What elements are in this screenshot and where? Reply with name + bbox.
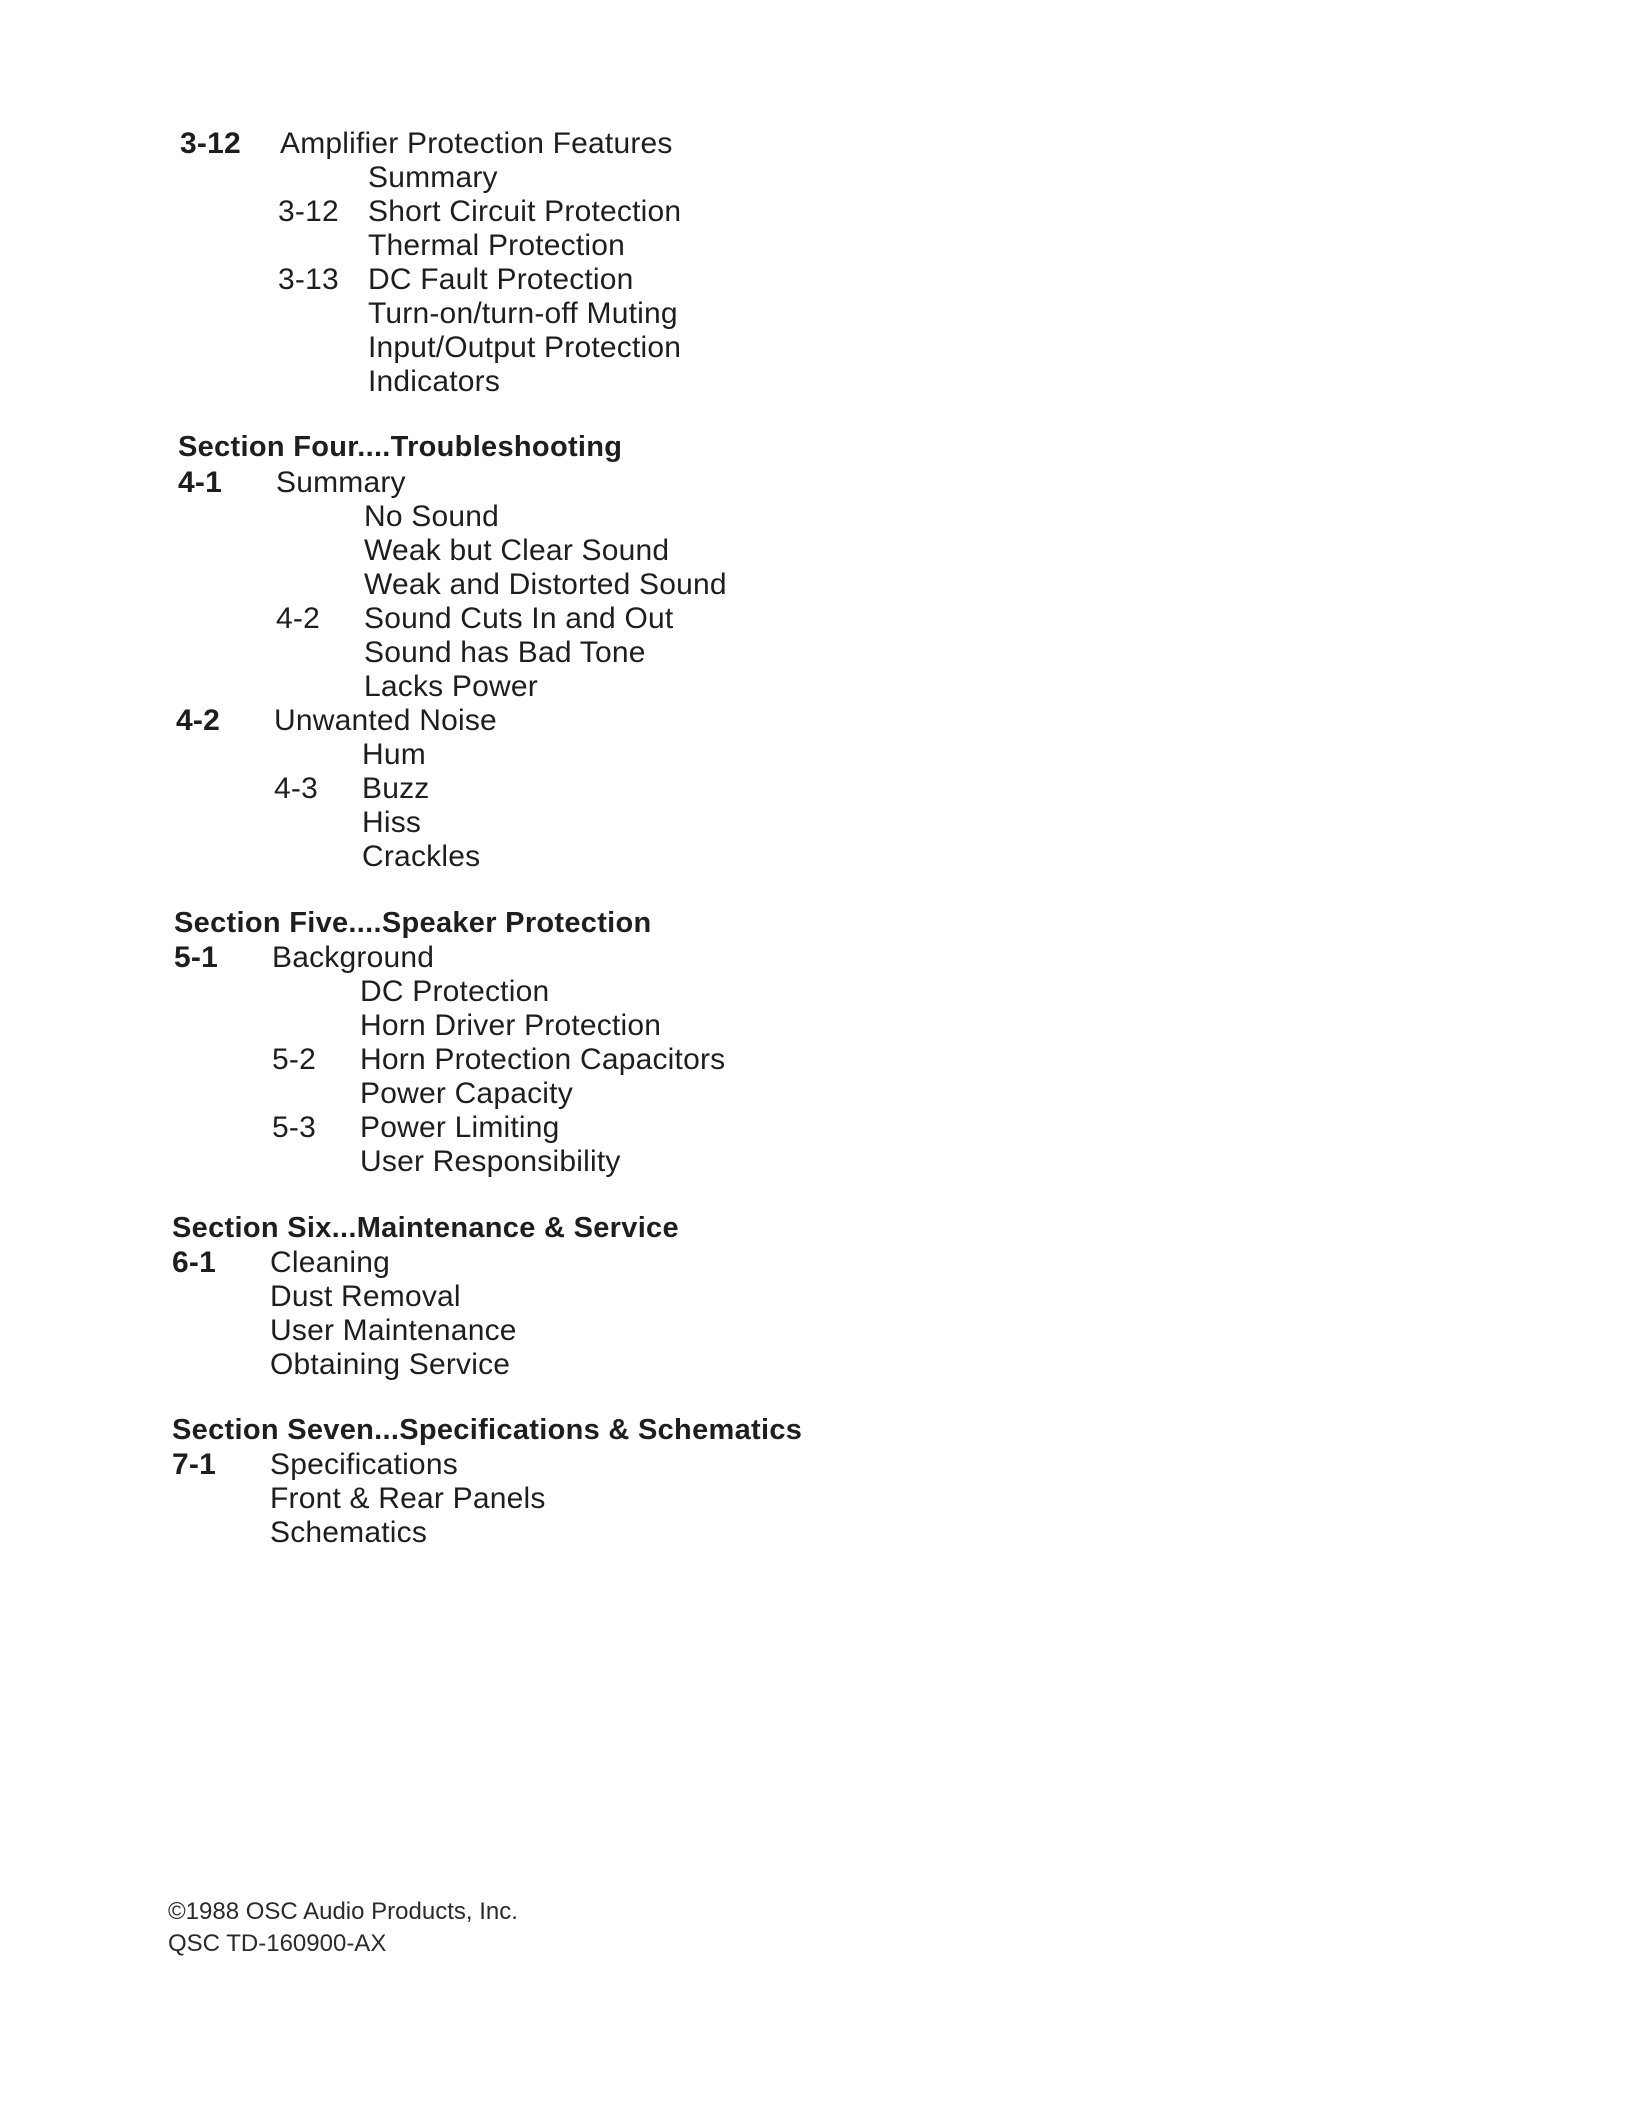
list-item: Horn Driver Protection: [360, 1009, 662, 1042]
list-item: DC Protection: [360, 975, 550, 1008]
list-item: Schematics: [270, 1516, 428, 1549]
entry-title: Background: [272, 941, 435, 974]
list-item: Cleaning: [270, 1246, 391, 1279]
entry-number: 6-1: [172, 1246, 216, 1279]
entry-number: 3-12: [180, 127, 241, 160]
entry-title: Amplifier Protection Features: [280, 127, 673, 160]
list-item: Hiss: [362, 806, 422, 839]
list-item: Buzz: [362, 772, 430, 805]
list-item: User Maintenance: [270, 1314, 517, 1347]
list-item: Weak and Distorted Sound: [364, 568, 727, 601]
subentry-number: 3-13: [278, 263, 339, 296]
entry-title: Unwanted Noise: [274, 704, 497, 737]
copyright-notice: ©1988 OSC Audio Products, Inc.: [168, 1898, 518, 1925]
entry-title: Summary: [276, 466, 406, 499]
section-heading: Section Six...Maintenance & Service: [172, 1212, 679, 1244]
list-item: Indicators: [368, 365, 501, 398]
list-item: Turn-on/turn-off Muting: [368, 297, 678, 330]
list-item: Thermal Protection: [368, 229, 626, 262]
list-item: Power Capacity: [360, 1077, 573, 1110]
entry-number: 4-1: [178, 466, 222, 499]
entry-number: 5-1: [174, 941, 218, 974]
list-item: Power Limiting: [360, 1111, 560, 1144]
list-item: Sound Cuts In and Out: [364, 602, 674, 635]
section-heading: Section Seven...Specifications & Schematics: [172, 1414, 803, 1446]
subentry-number: 5-3: [272, 1111, 316, 1144]
section-heading: Section Four....Troubleshooting: [178, 431, 623, 463]
list-item: DC Fault Protection: [368, 263, 634, 296]
list-item: Summary: [368, 161, 498, 194]
list-item: Lacks Power: [364, 670, 538, 703]
list-item: Crackles: [362, 840, 481, 873]
subentry-number: 4-3: [274, 772, 318, 805]
document-code: QSC TD-160900-AX: [168, 1930, 387, 1957]
list-item: No Sound: [364, 500, 500, 533]
list-item: Front & Rear Panels: [270, 1482, 546, 1515]
entry-number: 4-2: [176, 704, 220, 737]
subentry-number: 3-12: [278, 195, 339, 228]
list-item: Obtaining Service: [270, 1348, 511, 1381]
subentry-number: 5-2: [272, 1043, 316, 1076]
list-item: Hum: [362, 738, 426, 771]
list-item: Input/Output Protection: [368, 331, 682, 364]
subentry-number: 4-2: [276, 602, 320, 635]
list-item: Sound has Bad Tone: [364, 636, 646, 669]
list-item: Horn Protection Capacitors: [360, 1043, 726, 1076]
list-item: Specifications: [270, 1448, 458, 1481]
list-item: Weak but Clear Sound: [364, 534, 670, 567]
list-item: User Responsibility: [360, 1145, 621, 1178]
section-heading: Section Five....Speaker Protection: [174, 907, 652, 939]
list-item: Short Circuit Protection: [368, 195, 682, 228]
entry-number: 7-1: [172, 1448, 216, 1481]
list-item: Dust Removal: [270, 1280, 461, 1313]
